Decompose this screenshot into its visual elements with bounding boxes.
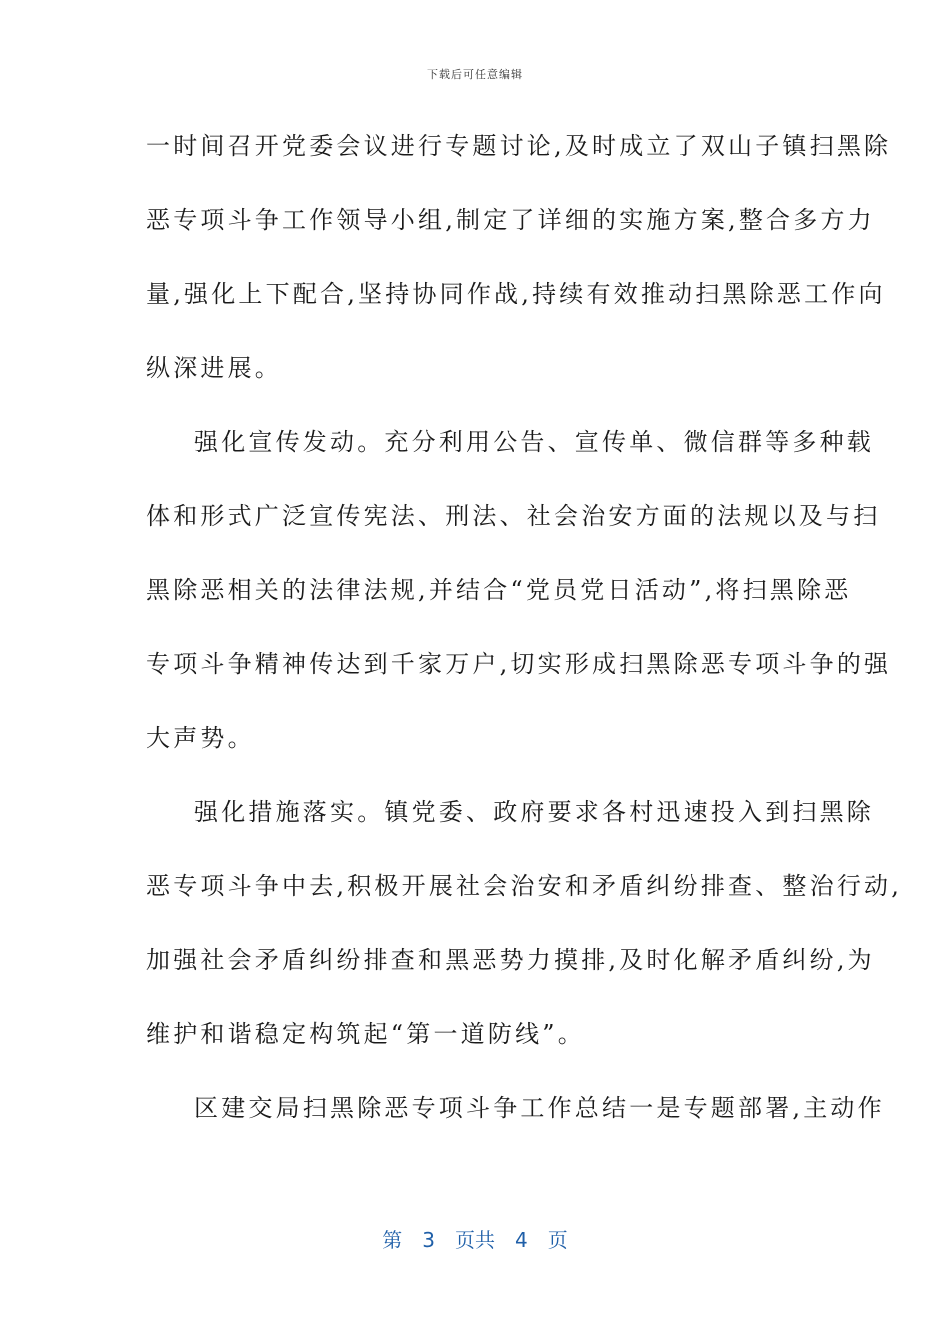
page-footer [0, 1224, 950, 1253]
document-body [146, 122, 903, 1158]
paragraph-line: 专项斗争精神传达到千家万户,切实形成扫黑除恶专项斗争的强 [146, 650, 892, 678]
paragraph-line: 黑除恶相关的法律法规,并结合“党员党日活动”,将扫黑除恶 [146, 576, 852, 604]
paragraph-line: 体和形式广泛宣传宪法、刑法、社会治安方面的法规以及与扫 [146, 502, 881, 530]
paragraph-line: 加强社会矛盾纠纷排查和黑恶势力摸排,及时化解矛盾纠纷,为 [146, 946, 875, 974]
paragraph-line: 一时间召开党委会议进行专题讨论,及时成立了双山子镇扫黑除 [146, 132, 892, 160]
paragraph-line: 恶专项斗争中去,积极开展社会治安和矛盾纠纷排查、整治行动, [146, 872, 903, 900]
paragraph-line: 强化宣传发动。充分利用公告、宣传单、微信群等多种载 [194, 428, 874, 456]
current-page-number: 3 [422, 1228, 435, 1252]
paragraph-line: 恶专项斗争工作领导小组,制定了详细的实施方案,整合多方力 [146, 206, 875, 234]
page-header: 下载后可任意编辑 [427, 68, 523, 81]
page-label-prefix: 第 [382, 1228, 403, 1252]
paragraph-line: 区建交局扫黑除恶专项斗争工作总结一是专题部署,主动作 [194, 1094, 885, 1122]
paragraph-line: 大声势。 [146, 724, 255, 752]
paragraph-line: 强化措施落实。镇党委、政府要求各村迅速投入到扫黑除 [194, 798, 874, 826]
paragraph-line: 量,强化上下配合,坚持协同作战,持续有效推动扫黑除恶工作向 [146, 280, 886, 308]
paragraph-line: 维护和谐稳定构筑起“第一道防线”。 [146, 1020, 585, 1048]
page-label-middle: 页共 [455, 1228, 495, 1252]
total-pages-number: 4 [515, 1228, 528, 1252]
page-label-suffix: 页 [547, 1228, 568, 1252]
paragraph-line: 纵深进展。 [146, 354, 282, 382]
